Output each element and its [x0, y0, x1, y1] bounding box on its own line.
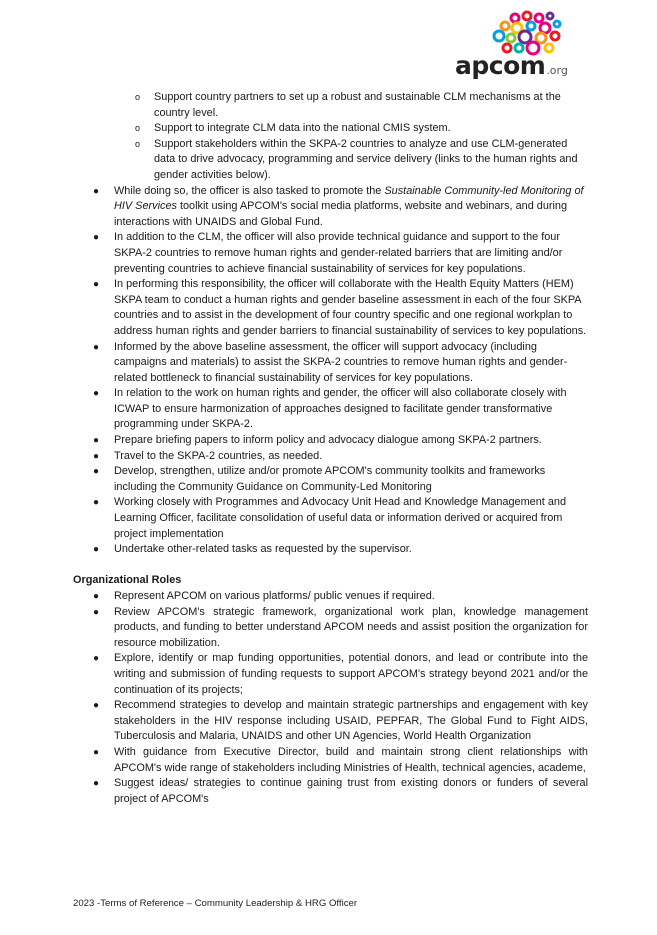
- toolkit-title: Sustainable Community-led Monitoring of HIV Services: [114, 184, 584, 213]
- hollow-circle-bullet-icon: o: [135, 92, 141, 102]
- bullet-icon: ●: [93, 450, 100, 462]
- bullet-icon: ●: [93, 279, 100, 291]
- responsibility-item: [73, 277, 588, 339]
- apcom-logo: [455, 8, 585, 80]
- bullet-icon: ●: [93, 185, 100, 197]
- clm-sub-bullet-list: [73, 90, 588, 184]
- page-footer: 2023 -Terms of Reference – Community Leadership & HRG Officer: [73, 898, 358, 909]
- organizational-roles-list: [73, 589, 588, 807]
- responsibility-text: Prepare briefing papers to inform policy and advocacy dialogue among SKPA-2 partners.: [114, 434, 542, 447]
- sub-bullet-text: Support country partners to set up a robust and sustainable CLM mechanisms at the country level.: [154, 91, 561, 119]
- responsibility-text: Working closely with Programmes and Advocacy Unit Head and Knowledge Management and Learning Officer, facilitate consolidation of useful data or information derived or acquired from project implementation: [114, 496, 567, 540]
- role-text: Recommend strategies to develop and maintain strategic partnerships and engagement with key stakeholders in the HIV response including USAID, PEPFAR, The Global Fund to Fight AIDS, Tuberculosis and Malaria, UNAIDS and other UN Agencies, World Health Organization: [114, 699, 588, 743]
- bullet-icon: ●: [93, 341, 100, 353]
- bullet-icon: ●: [93, 653, 100, 665]
- hollow-circle-bullet-icon: o: [135, 138, 141, 149]
- responsibility-text-cont: toolkit using APCOM's social media platforms, website and webinars, and during interactions with UNAIDS and Global Fund.: [114, 200, 568, 228]
- responsibility-item: [73, 230, 588, 277]
- bullet-icon: ●: [93, 435, 100, 447]
- role-text: With guidance from Executive Director, build and maintain strong client relationships with APCOM's wide range of stakeholders including Ministries of Health, technical agencies, academe,: [114, 745, 588, 774]
- responsibility-text: While doing so, the officer is also tasked to promote the: [114, 184, 385, 197]
- responsibility-item: [73, 495, 588, 542]
- bullet-icon: ●: [93, 232, 100, 244]
- bullet-icon: ●: [93, 700, 100, 712]
- responsibility-text: Travel to the SKPA-2 countries, as needed.: [114, 449, 323, 462]
- bullet-icon: ●: [93, 497, 100, 509]
- bullet-icon: ●: [93, 591, 100, 602]
- role-item: [73, 776, 588, 807]
- role-text: Explore, identify or map funding opportunities, potential donors, and lead or contribute into the writing and submission of funding requests to support APCOM's strategy beyond 2021 and/or the continuation of its projects;: [114, 652, 588, 696]
- bullet-icon: ●: [93, 778, 100, 790]
- role-item: [73, 589, 588, 605]
- role-text: Suggest ideas/ strategies to continue gaining trust from existing donors or funders of several project of APCOM's: [114, 777, 588, 805]
- document-body: [73, 90, 588, 807]
- responsibility-text: Informed by the above baseline assessment, the officer will support advocacy (including campaigns and materials) to assist the SKPA-2 countries to remove human rights and gender-related bottleneck to financial sustainability of services for key populations.: [114, 340, 568, 384]
- responsibility-item: [73, 386, 588, 433]
- sub-bullet-item: [73, 121, 588, 137]
- bullet-icon: ●: [93, 544, 100, 556]
- role-item: [73, 698, 588, 745]
- role-item: [73, 605, 588, 652]
- responsibility-text: Develop, strengthen, utilize and/or promote APCOM's community toolkits and frameworks including the Community Guidance on Community-Led Monitoring: [114, 465, 546, 493]
- sub-bullet-text: Support stakeholders within the SKPA-2 countries to analyze and use CLM-generated data to drive advocacy, programming and service delivery (links to the human rights and gender activities below).: [154, 137, 578, 181]
- responsibility-item: [73, 340, 588, 387]
- responsibility-text: In addition to the CLM, the officer will also provide technical guidance and support to the four SKPA-2 countries to remove human rights and gender-related barriers that are limiting and/or preventing countries to achieve financial sustainability of services for key populations.: [114, 231, 563, 275]
- bullet-icon: ●: [93, 606, 100, 618]
- sub-bullet-item: [73, 90, 588, 121]
- role-text: Review APCOM's strategic framework, organizational work plan, knowledge management products, and funding to better understand APCOM needs and assist position the organization for resource mobilization.: [114, 605, 588, 649]
- responsibility-item: [73, 433, 588, 449]
- role-item: [73, 745, 588, 776]
- hollow-circle-bullet-icon: o: [135, 123, 141, 134]
- role-item: [73, 651, 588, 698]
- bullet-icon: ●: [93, 466, 100, 478]
- responsibility-item: [73, 449, 588, 465]
- responsibility-item: [73, 542, 588, 558]
- section-heading-organizational-roles: Organizational Roles: [73, 574, 182, 587]
- responsibility-item: [73, 464, 588, 495]
- role-text: Represent APCOM on various platforms/ public venues if required.: [114, 590, 435, 602]
- responsibilities-bullet-list: [73, 184, 588, 558]
- logo-domain-suffix: .org: [546, 64, 568, 77]
- bullet-icon: ●: [93, 388, 100, 400]
- responsibility-text: In performing this responsibility, the officer will collaborate with the Health Equity Matters (HEM) SKPA team to conduct a human rights and gender baseline assessment in each of the four SKPA countries and to assist in the development of four country specific and one regional workplan to address human rights and gender barriers to financial sustainability of services to key populations.: [114, 278, 587, 337]
- sub-bullet-item: [73, 137, 588, 184]
- logo-word: apcom: [455, 51, 546, 80]
- responsibility-item: [73, 184, 588, 231]
- sub-bullet-text: Support to integrate CLM data into the national CMIS system.: [154, 122, 451, 135]
- logo-wordmark: [455, 52, 568, 85]
- bullet-icon: ●: [93, 746, 100, 758]
- responsibility-text: In relation to the work on human rights and gender, the officer will also collaborate closely with ICWAP to ensure harmonization of approaches designed to facilitate gender transformative programming under SKPA-2.: [114, 387, 567, 431]
- responsibility-text: Undertake other-related tasks as requested by the supervisor.: [114, 543, 412, 556]
